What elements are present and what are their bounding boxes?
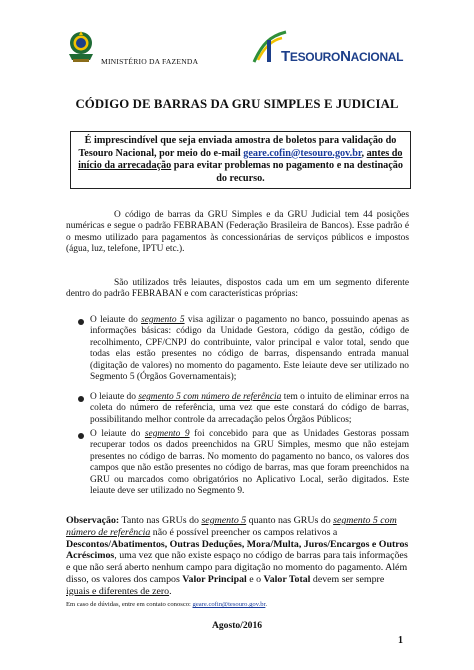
- notice-email-link[interactable]: geare.cofin@tesouro.gov.br: [243, 147, 362, 159]
- page-number: 1: [398, 635, 403, 646]
- brand-wordmark: TESOURONACIONAL: [281, 48, 404, 65]
- coat-of-arms-icon: [66, 30, 96, 64]
- bullet-marker: [78, 433, 84, 439]
- footer-date: Agosto/2016: [211, 620, 263, 631]
- intro-paragraph: O código de barras da GRU Simples e da GRU Judicial tem 44 posições numéricas e segue o padrão FEBRABAN (Federação Brasileira de Bancos). Esse padrão é o mesmo utilizado para pagamentos às concessionárias de serviços públicos e impostos (água, luz, telefone, IPTU etc.).: [66, 210, 409, 255]
- layouts-paragraph: São utilizados três leiautes, dispostos cada um em um segmento diferente dentro do padrão FEBRABAN e com características próprias:: [66, 278, 409, 300]
- contact-line: Em caso de dúvidas, entre em contato conosco: geare.cofin@tesouro.gov.br.: [66, 601, 268, 608]
- ministry-name: MINISTÉRIO DA FAZENDA: [101, 57, 199, 66]
- bullet-segment-9: O leiaute do segmento 9 foi concebido para que as Unidades Gestoras possam recuperar todos os dados preenchidos na GRU Simples, mesmo que não estejam presentes no código de barras. No momento do pagamento no banco, os valores dos campos que não estão presentes no código de barras, mas que foram preenchidos na GRU ou marcados como obrigatórios no Aplicativo Local, serão digitados. Este leiaute deve ser utilizado no Segmento 9.: [90, 429, 409, 497]
- contact-email-link[interactable]: geare.cofin@tesouro.gov.br: [192, 601, 266, 608]
- bullet-marker: [78, 396, 84, 402]
- bullet-segment-5-ref: O leiaute do segmento 5 com número de referência tem o intuito de eliminar erros na coleta do número de referência, uma vez que este constará do código de barras, possibilitando melhor controle da arrecadação pelos Órgãos Públicos;: [90, 392, 409, 425]
- bullet-marker: [78, 319, 84, 325]
- bullet-segment-5: O leiaute do segmento 5 visa agilizar o pagamento no banco, possuindo apenas as informações básicas: código da Unidade Gestora, código da gestão, código de recolhimento, CPF/CNPJ do contribuinte, valor principal e valor total, sendo que todas elas estão presentes no código de barras, dispensando entrada manual (digitação de valores) no momento do pagamento. Este leiaute deve ser utilizado no Segmento 5 (Órgãos Governamentais);: [90, 315, 409, 383]
- document-title: CÓDIGO DE BARRAS DA GRU SIMPLES E JUDICIAL: [75, 97, 399, 111]
- notice-box: É imprescindível que seja enviada amostra de boletos para validação do Tesouro Nacional, por meio do e-mail geare.cofin@tesouro.gov.br, antes do início da arrecadação para evitar problemas no pagamento e na destinação do recurso.: [70, 131, 411, 189]
- observation-paragraph: Observação: Tanto nas GRUs do segmento 5 quanto nas GRUs do segmento 5 com número de referência não é possível preencher os campos relativos a Descontos/Abatimentos, Outras Deduções, Mora/Multa, Juros/Encargos e Outros Acréscimos, uma vez que não existe espaço no código de barras para tais informações e que não será aberto nenhum campo para digitação no momento do pagamento. Além disso, os valores dos campos Valor Principal e o Valor Total devem ser sempre iguais e diferentes de zero.: [66, 515, 409, 597]
